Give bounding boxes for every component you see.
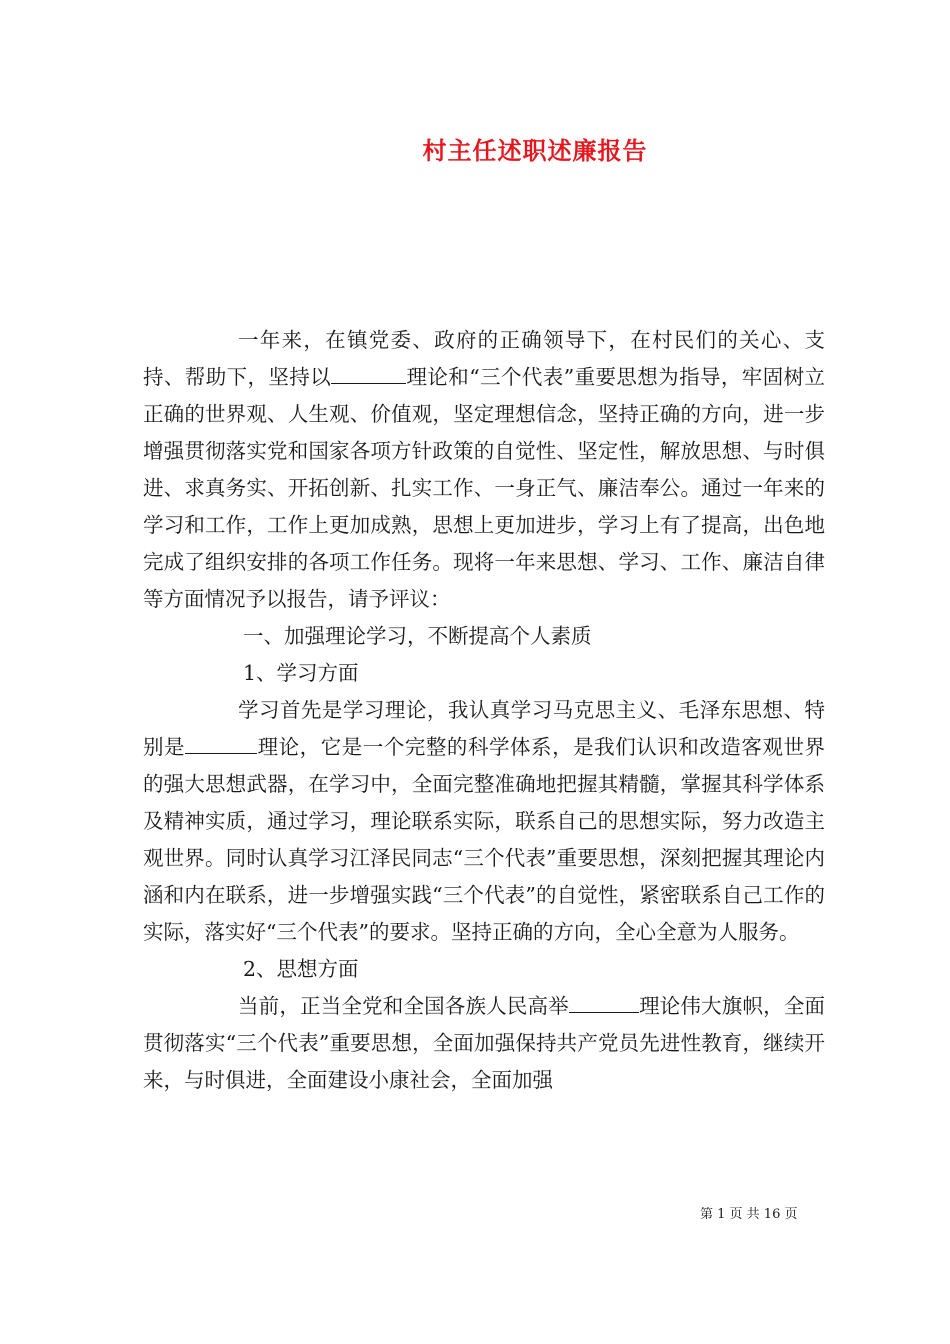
fill-in-blank [185, 733, 257, 754]
fill-in-blank [569, 992, 639, 1013]
subsection-heading-study: 1、学习方面 [243, 661, 359, 685]
document-title: 村主任述职述廉报告 [422, 136, 648, 165]
intro-paragraph [143, 322, 825, 618]
document-body [143, 322, 825, 1099]
section-heading-1: 一、加强理论学习，不断提高个人素质 [243, 624, 592, 648]
study-paragraph [143, 692, 825, 951]
thought-text-end: 理论伟大旗帜，全面贯彻落实“三个代表”重要思想，全面加强保持共产党员先进性教育，继续开来，与时俱进，全面建设小康社会，全面加强 [143, 994, 826, 1092]
subsection-heading-thought: 2、思想方面 [243, 957, 359, 981]
study-text-end: 理论，它是一个完整的科学体系，是我们认识和改造客观世界的强大思想武器，在学习中，全面完整准确地把握其精髓，掌握其科学体系及精神实质，通过学习，理论联系实际，联系自己的思想实际，努力改造主观世界。同时认真学习江泽民同志“三个代表”重要思想，深刻把握其理论内涵和内在联系，进一步增强实践“三个代表”的自觉性，紧密联系自己工作的实际，落实好“三个代表”的要求。坚持正确的方向，全心全意为人服务。 [143, 735, 826, 944]
study-text-start: 学习首先是学习理论，我认真学习马克思主义、毛泽东思想、特别是 [143, 698, 825, 759]
thought-paragraph [143, 988, 825, 1099]
page-number-footer: 第 1 页 共 16 页 [700, 1207, 798, 1222]
fill-in-blank [331, 363, 406, 384]
thought-text-start: 当前，正当全党和全国各族人民高举 [238, 994, 569, 1018]
intro-text-end: 理论和“三个代表”重要思想为指导，牢固树立正确的世界观、人生观、价值观，坚定理想信念，坚持正确的方向，进一步增强贯彻落实党和国家各项方针政策的自觉性、坚定性，解放思想、与时俱进、求真务实、开拓创新、扎实工作、一身正气、廉洁奉公。通过一年来的学习和工作，工作上更加成熟，思想上更加进步，学习上有了提高，出色地完成了组织安排的各项工作任务。现将一年来思想、学习、工作、廉洁自律等方面情况予以报告，请予评议： [143, 365, 825, 611]
intro-text-start: 一年来，在镇党委、政府的正确领导下，在村民们的关心、支持、帮助下，坚持以 [143, 328, 825, 389]
